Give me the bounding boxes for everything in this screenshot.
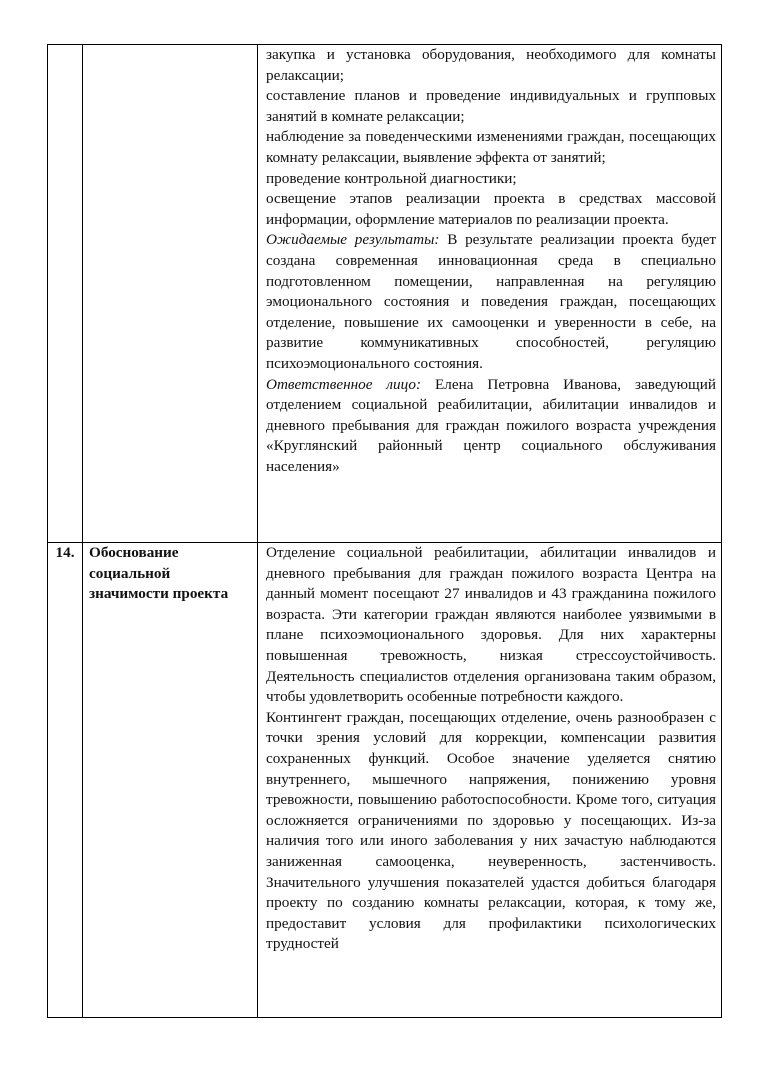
paragraph: составление планов и проведение индивидуальных и групповых занятий в комнате релаксации; — [266, 87, 716, 125]
paragraph: наблюдение за поведенческими изменениями граждан, посещающих комнату релаксации, выявление эффекта от занятий; — [266, 128, 716, 166]
expected-results-paragraph: Ожидаемые результаты: В результате реализации проекта будет создана современная инновационная среда в специально подготовленном помещении, направленная на регуляцию эмоционального состояния и поведения граждан, посещающих отделение, повышение их самооценки и уверенности в себе, на развитие коммуникативных способностей, регуляцию психоэмоционального состояния. — [266, 231, 716, 372]
row-content-cell — [258, 45, 722, 543]
row-title-cell — [83, 45, 258, 543]
paragraph: Отделение социальной реабилитации, абилитации инвалидов и дневного пребывания для граждан пожилого возраста Центра на данный момент посещают 27 инвалидов и 43 гражданина пожилого возраста. Эти категории граждан являются наиболее уязвимыми в плане психоэмоционального здоровья. Для них характерны повышенная тревожность, низкая стрессоустойчивость. Деятельность специалистов отделения организована таким образом, чтобы удовлетворить особенные потребности каждого. — [266, 544, 716, 706]
table-row — [48, 45, 722, 543]
table-row — [48, 543, 722, 1018]
project-table — [47, 44, 722, 1018]
row-content-cell — [258, 543, 722, 1018]
paragraph: освещение этапов реализации проекта в средствах массовой информации, оформление материалов по реализации проекта. — [266, 190, 716, 228]
row-number-cell: 14. — [48, 543, 83, 1018]
row-number-cell — [48, 45, 83, 543]
row-title-cell: Обоснование социальной значимости проекта — [83, 543, 258, 1018]
responsible-person-label: Ответственное лицо: — [266, 375, 422, 393]
expected-results-label: Ожидаемые результаты: — [266, 231, 440, 249]
paragraph: проведение контрольной диагностики; — [266, 169, 517, 187]
paragraph: Контингент граждан, посещающих отделение, очень разнообразен с точки зрения условий для коррекции, компенсации развития сохраненных функций. Особое значение уделяется снятию внутреннего, мышечного напряжения, понижению уровня тревожности, повышению работоспособности. Кроме того, ситуация осложняется ограничениями по здоровью у посещающих. Из-за наличия того или иного заболевания у них зачастую наблюдаются заниженная самооценка, неуверенность, застенчивость. Значительного улучшения показателей удастся добиться благодаря проекту по созданию комнаты релаксации, которая, к тому же, предоставит условия для профилактики психологических трудностей — [266, 708, 716, 953]
paragraph: закупка и установка оборудования, необходимого для комнаты релаксации; — [266, 46, 716, 84]
responsible-person-paragraph: Ответственное лицо: Елена Петровна Иванова, заведующий отделением социальной реабилитации, абилитации инвалидов и дневного пребывания для граждан пожилого возраста учреждения «Круглянский районный центр социального обслуживания населения» — [266, 375, 716, 475]
